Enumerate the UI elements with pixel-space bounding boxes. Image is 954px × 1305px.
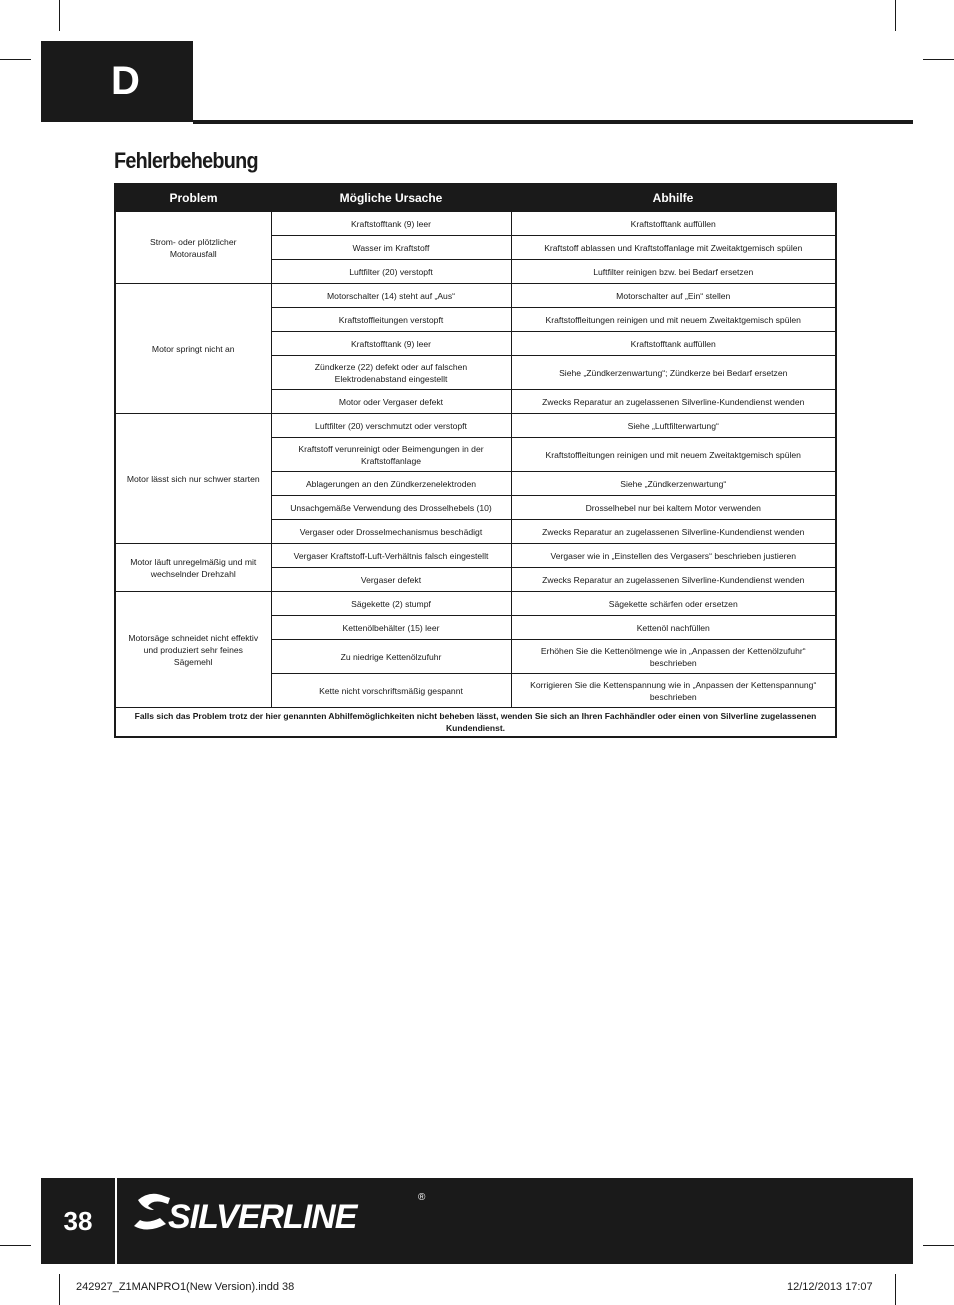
problem-cell: Motorsäge schneidet nicht effektiv und produziert sehr feines Sägemehl: [116, 592, 271, 708]
problem-cell: Motor lässt sich nur schwer starten: [116, 414, 271, 544]
cause-cell: Vergaser oder Drosselmechanismus beschädigt: [271, 520, 511, 544]
header-problem: Problem: [116, 185, 271, 212]
cause-cell: Vergaser Kraftstoff-Luft-Verhältnis falsch eingestellt: [271, 544, 511, 568]
page-title: Fehlerbehebung: [114, 148, 258, 173]
remedy-cell: Siehe „Zündkerzenwartung“; Zündkerze bei Bedarf ersetzen: [511, 356, 835, 390]
remedy-cell: Sägekette schärfen oder ersetzen: [511, 592, 835, 616]
remedy-cell: Siehe „Luftfilterwartung“: [511, 414, 835, 438]
remedy-cell: Kraftstoffleitungen reinigen und mit neuem Zweitaktgemisch spülen: [511, 308, 835, 332]
section-letter: D: [41, 41, 193, 122]
cause-cell: Kraftstofftank (9) leer: [271, 332, 511, 356]
slug-date: 12/12/2013 17:07: [787, 1281, 873, 1293]
slug-file: 242927_Z1MANPRO1(New Version).indd 38: [76, 1281, 295, 1293]
footer-divider: [115, 1178, 117, 1264]
problem-cell: Motor läuft unregelmäßig und mit wechselnder Drehzahl: [116, 544, 271, 592]
table-row: [116, 544, 835, 568]
remedy-cell: Kraftstoffleitungen reinigen und mit neuem Zweitaktgemisch spülen: [511, 438, 835, 472]
cause-cell: Ablagerungen an den Zündkerzenelektroden: [271, 472, 511, 496]
cause-cell: Zu niedrige Kettenölzufuhr: [271, 640, 511, 674]
remedy-cell: Zwecks Reparatur an zugelassenen Silverline-Kundendienst wenden: [511, 390, 835, 414]
header-rule: [193, 120, 913, 124]
remedy-cell: Kraftstoff ablassen und Kraftstoffanlage mit Zweitaktgemisch spülen: [511, 236, 835, 260]
remedy-cell: Erhöhen Sie die Kettenölmenge wie in „Anpassen der Kettenölzufuhr“ beschrieben: [511, 640, 835, 674]
cause-cell: Motorschalter (14) steht auf „Aus“: [271, 284, 511, 308]
cause-cell: Kraftstoffleitungen verstopft: [271, 308, 511, 332]
cause-cell: Motor oder Vergaser defekt: [271, 390, 511, 414]
page-number: 38: [63, 1205, 93, 1236]
cause-cell: Kettenölbehälter (15) leer: [271, 616, 511, 640]
table-row: [116, 212, 835, 236]
crop-mark: [895, 0, 896, 31]
cause-cell: Zündkerze (22) defekt oder auf falschen Elektrodenabstand eingestellt: [271, 356, 511, 390]
problem-cell: Strom- oder plötzlicher Motorausfall: [116, 212, 271, 284]
troubleshooting-table: [114, 183, 837, 738]
remedy-cell: Kraftstofftank auffüllen: [511, 332, 835, 356]
wrench-logo-icon: [134, 1194, 170, 1230]
cause-cell: Luftfilter (20) verstopft: [271, 260, 511, 284]
cause-cell: Kraftstoff verunreinigt oder Beimengungen in der Kraftstoffanlage: [271, 438, 511, 472]
remedy-cell: Vergaser wie in „Einstellen des Vergasers“ beschrieben justieren: [511, 544, 835, 568]
remedy-cell: Kraftstofftank auffüllen: [511, 212, 835, 236]
cause-cell: Kette nicht vorschriftsmäßig gespannt: [271, 674, 511, 708]
table-footnote-row: [116, 708, 835, 737]
crop-mark: [0, 1245, 31, 1246]
cause-cell: Sägekette (2) stumpf: [271, 592, 511, 616]
remedy-cell: Kettenöl nachfüllen: [511, 616, 835, 640]
remedy-cell: Motorschalter auf „Ein“ stellen: [511, 284, 835, 308]
remedy-cell: Siehe „Zündkerzenwartung“: [511, 472, 835, 496]
cause-cell: Unsachgemäße Verwendung des Drosselhebels (10): [271, 496, 511, 520]
crop-mark: [923, 59, 954, 60]
remedy-cell: Luftfilter reinigen bzw. bei Bedarf ersetzen: [511, 260, 835, 284]
cause-cell: Vergaser defekt: [271, 568, 511, 592]
remedy-cell: Zwecks Reparatur an zugelassenen Silverline-Kundendienst wenden: [511, 520, 835, 544]
crop-mark: [0, 59, 31, 60]
header-cause: Mögliche Ursache: [271, 185, 511, 212]
remedy-cell: Korrigieren Sie die Kettenspannung wie in „Anpassen der Kettenspannung“ beschrieben: [511, 674, 835, 708]
problem-cell: Motor springt nicht an: [116, 284, 271, 414]
logo-text: SILVERLINE: [168, 1198, 357, 1236]
remedy-cell: Zwecks Reparatur an zugelassenen Silverline-Kundendienst wenden: [511, 568, 835, 592]
table-row: [116, 284, 835, 308]
cause-cell: Wasser im Kraftstoff: [271, 236, 511, 260]
header-remedy: Abhilfe: [511, 185, 835, 212]
registered-mark: ®: [418, 1192, 426, 1203]
crop-mark: [923, 1245, 954, 1246]
table-row: [116, 592, 835, 616]
cause-cell: Kraftstofftank (9) leer: [271, 212, 511, 236]
remedy-cell: Drosselhebel nur bei kaltem Motor verwenden: [511, 496, 835, 520]
crop-mark: [895, 1274, 896, 1305]
cause-cell: Luftfilter (20) verschmutzt oder verstopft: [271, 414, 511, 438]
table-footnote: Falls sich das Problem trotz der hier genannten Abhilfemöglichkeiten nicht beheben lässt, wenden Sie sich an Ihren Fachhändler oder einen von Silverline zugelassenen Kundendienst.: [116, 708, 835, 737]
crop-mark: [59, 1274, 60, 1305]
table-row: [116, 414, 835, 438]
crop-mark: [59, 0, 60, 31]
silverline-logo: [130, 1188, 430, 1236]
